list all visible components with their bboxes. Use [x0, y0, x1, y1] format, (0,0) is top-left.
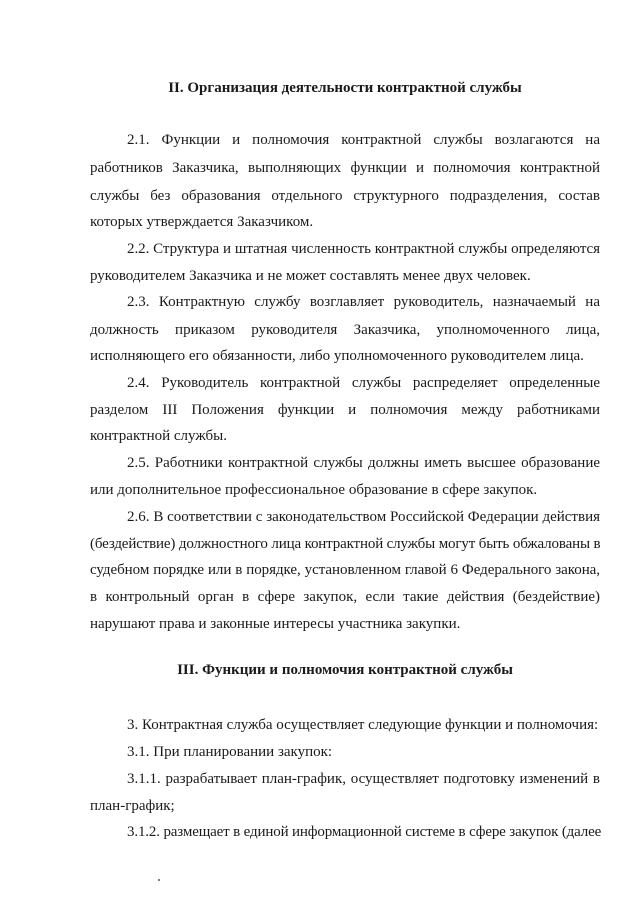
paragraph-line: 3.1.1. разрабатывает план-график, осуществляет подготовку изменений в [127, 771, 600, 787]
paragraph-line: 2.5. Работники контрактной службы должны иметь высшее образование [127, 455, 600, 471]
scan-speck [158, 879, 160, 881]
paragraph-line: руководителем Заказчика и не может составлять менее двух человек. [90, 268, 531, 284]
paragraph-line: которых утверждается Заказчиком. [90, 214, 314, 230]
section-2-heading: II. Организация деятельности контрактной службы [168, 80, 522, 96]
paragraph-line: нарушают права и законные интересы участника закупки. [90, 616, 461, 632]
paragraph-line: работников Заказчика, выполняющих функции и полномочия контрактной [90, 160, 600, 176]
section-3-heading: III. Функции и полномочия контрактной службы [177, 662, 513, 678]
paragraph-line: должность приказом руководителя Заказчика, уполномоченного лица, [90, 322, 600, 338]
paragraph-line: в контрольный орган в сфере закупок, если такие действия (бездействие) [90, 589, 600, 605]
paragraph-line: план-график; [90, 798, 175, 814]
paragraph-line: исполняющего его обязанности, либо уполномоченного руководителем лица. [90, 348, 584, 364]
paragraph-line: контрактной службы. [90, 428, 227, 444]
paragraph-line: разделом III Положения функции и полномочия между работниками [90, 402, 600, 418]
paragraph-line: или дополнительное профессиональное образование в сфере закупок. [90, 482, 538, 498]
paragraph-line: 3.1. При планировании закупок: [127, 744, 333, 760]
paragraph-line: 2.4. Руководитель контрактной службы распределяет определенные [127, 375, 600, 391]
paragraph-line: 3. Контрактная служба осуществляет следующие функции и полномочия: [127, 717, 599, 733]
paragraph-line: 2.6. В соответствии с законодательством Российской Федерации действия [127, 509, 600, 525]
paragraph-line: 2.2. Структура и штатная численность контрактной службы определяются [127, 241, 600, 257]
paragraph-line: (бездействие) должностного лица контрактной службы могут быть обжалованы в [90, 536, 601, 552]
paragraph-line: 3.1.2. размещает в единой информационной системе в сфере закупок (далее [127, 824, 602, 840]
paragraph-line: судебном порядке или в порядке, установленном главой 6 Федерального закона, [90, 562, 600, 578]
paragraph-line: 2.1. Функции и полномочия контрактной службы возлагаются на [127, 132, 600, 148]
paragraph-line: 2.3. Контрактную службу возглавляет руководитель, назначаемый на [127, 294, 600, 310]
paragraph-line: службы без образования отдельного структурного подразделения, состав [90, 188, 600, 204]
